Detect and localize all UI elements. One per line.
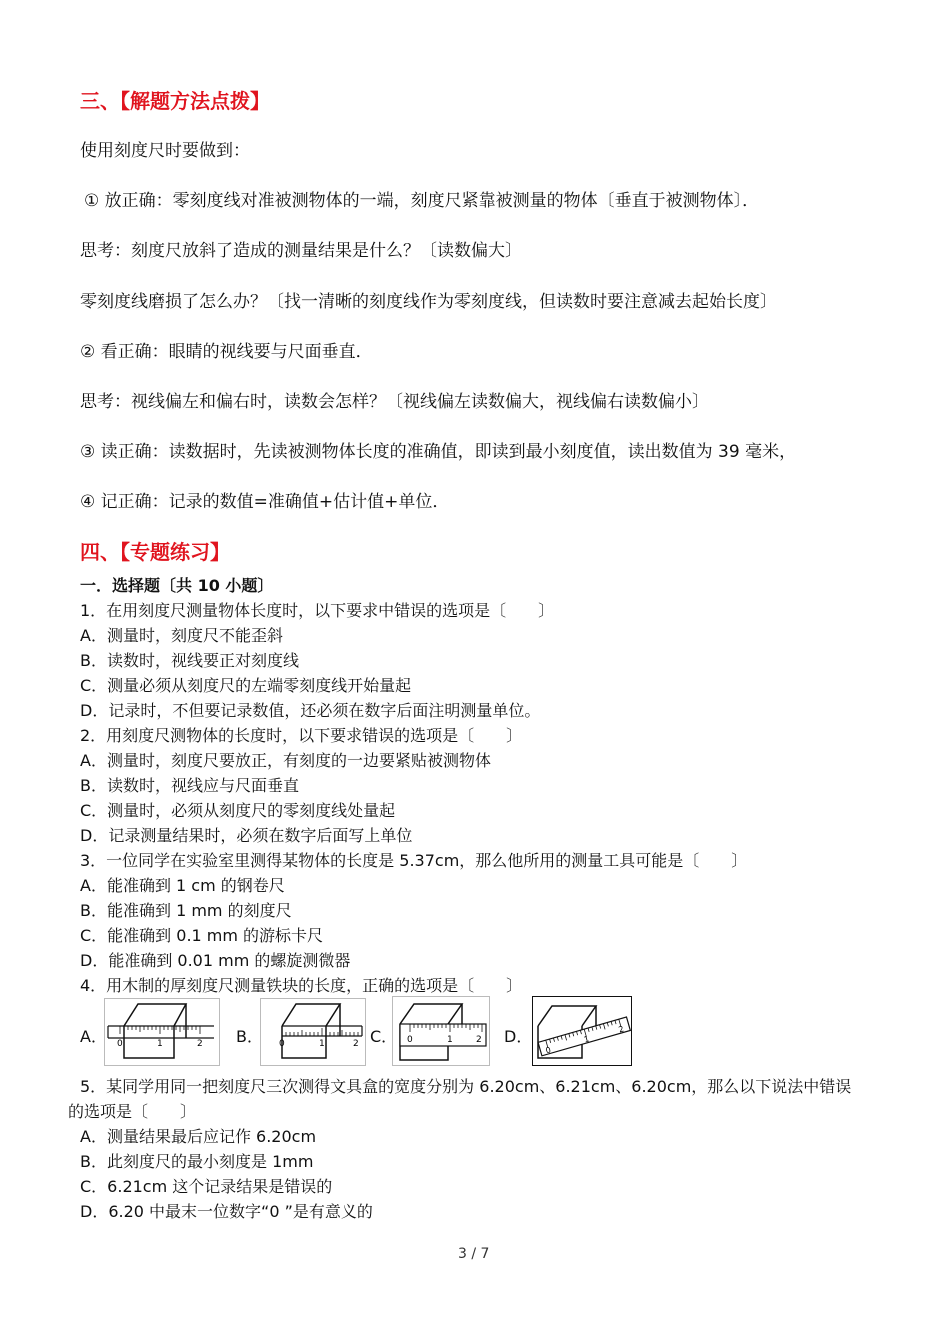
figure-b-tick-2: 2 xyxy=(353,1039,359,1049)
figure-b-tick-0: 0 xyxy=(279,1039,285,1049)
question-5-option-d: D．6.20 中最末一位数字“0 ”是有意义的 xyxy=(80,1202,373,1221)
question-2-option-d: D．记录测量结果时，必须在数字后面写上单位 xyxy=(80,826,413,845)
figure-c-label: C． xyxy=(370,1027,398,1046)
question-5-option-c: C．6.21cm 这个记录结果是错误的 xyxy=(80,1177,333,1196)
figure-a-tick-0: 0 xyxy=(117,1039,123,1049)
section4-title: 四、【专题练习】 xyxy=(80,540,230,564)
question-5-stem-line1: 5．某同学用同一把刻度尺三次测得文具盒的宽度分别为 6.20cm、6.21cm、6.20cm，那么以下说法中错误 xyxy=(80,1077,852,1096)
question-2-option-c: C．测量时，必须从刻度尺的零刻度线处量起 xyxy=(80,801,396,820)
question-1-option-b: B．读数时，视线要正对刻度线 xyxy=(80,651,299,670)
worn-zero-line: 零刻度线磨损了怎么办？〔找一清晰的刻度线作为零刻度线，但读数时要注意减去起始长度〕 xyxy=(80,292,777,312)
question-2-stem: 2．用刻度尺测物体的长度时，以下要求错误的选项是〔 〕 xyxy=(80,726,523,745)
question-3-option-a: A．能准确到 1 cm 的钢卷尺 xyxy=(80,876,285,895)
figure-a-tick-1: 1 xyxy=(157,1039,163,1049)
question-3-option-b: B．能准确到 1 mm 的刻度尺 xyxy=(80,901,292,920)
figure-b-ruler-block xyxy=(260,998,366,1066)
question-1-option-a: A．测量时，刻度尺不能歪斜 xyxy=(80,626,283,645)
think-1: 思考：刻度尺放斜了造成的测量结果是什么？〔读数偏大〕 xyxy=(80,241,522,261)
figure-d-tick-2: 2 xyxy=(617,1024,625,1035)
question-5-option-b: B．此刻度尺的最小刻度是 1mm xyxy=(80,1152,314,1171)
figure-c-tick-1: 1 xyxy=(447,1035,453,1045)
figure-d-ruler-block xyxy=(532,996,632,1066)
section4-subtitle: 一．选择题〔共 10 小题〕 xyxy=(80,576,274,595)
figure-d-label: D． xyxy=(504,1027,533,1046)
question-5-option-a: A．测量结果最后应记作 6.20cm xyxy=(80,1127,317,1146)
figure-c-tick-0: 0 xyxy=(407,1035,413,1045)
figure-c-ruler-block xyxy=(392,996,490,1066)
figure-d-tick-0: 0 xyxy=(544,1045,552,1056)
figure-d-tick-1: 1 xyxy=(582,1034,591,1045)
question-1-option-d: D．记录时，不但要记录数值，还必须在数字后面注明测量单位。 xyxy=(80,701,541,720)
question-3-option-c: C．能准确到 0.1 mm 的游标卡尺 xyxy=(80,926,324,945)
question-1-stem: 1．在用刻度尺测量物体长度时，以下要求中错误的选项是〔 〕 xyxy=(80,601,555,620)
question-5-stem-line2: 的选项是〔 〕 xyxy=(68,1102,197,1121)
tip-item-2: ② 看正确：眼睛的视线要与尺面垂直． xyxy=(80,342,373,362)
figure-b-label: B． xyxy=(236,1027,263,1046)
section3-title: 三、【解题方法点拨】 xyxy=(80,89,270,113)
question-3-stem: 3．一位同学在实验室里测得某物体的长度是 5.37cm，那么他所用的测量工具可能是〔 〕 xyxy=(80,851,748,870)
think-2: 思考：视线偏左和偏右时，读数会怎样？〔视线偏左读数偏大，视线偏右读数偏小〕 xyxy=(80,392,709,412)
tip-item-4: ④ 记正确：记录的数值=准确值+估计值+单位． xyxy=(80,492,450,512)
figure-b-tick-1: 1 xyxy=(319,1039,325,1049)
figure-a-tick-2: 2 xyxy=(197,1039,203,1049)
question-2-option-b: B．读数时，视线应与尺面垂直 xyxy=(80,776,299,795)
figure-c-tick-2: 2 xyxy=(476,1035,482,1045)
tip-item-3: ③ 读正确：读数据时，先读被测物体长度的准确值，即读到最小刻度值，读出数值为 39 毫米， xyxy=(80,442,797,462)
figure-a-ruler-block xyxy=(104,998,220,1066)
tip-item-1: ① 放正确：零刻度线对准被测物体的一端，刻度尺紧靠被测量的物体〔垂直于被测物体〕． xyxy=(84,191,760,211)
section3-intro: 使用刻度尺时要做到： xyxy=(80,141,250,161)
question-2-option-a: A．测量时，刻度尺要放正，有刻度的一边要紧贴被测物体 xyxy=(80,751,491,770)
question-3-option-d: D．能准确到 0.01 mm 的螺旋测微器 xyxy=(80,951,351,970)
figure-a-label: A． xyxy=(80,1027,107,1046)
question-4-stem: 4．用木制的厚刻度尺测量铁块的长度，正确的选项是〔 〕 xyxy=(80,976,523,995)
question-1-option-c: C．测量必须从刻度尺的左端零刻度线开始量起 xyxy=(80,676,412,695)
page-number: 3 / 7 xyxy=(458,1246,490,1262)
